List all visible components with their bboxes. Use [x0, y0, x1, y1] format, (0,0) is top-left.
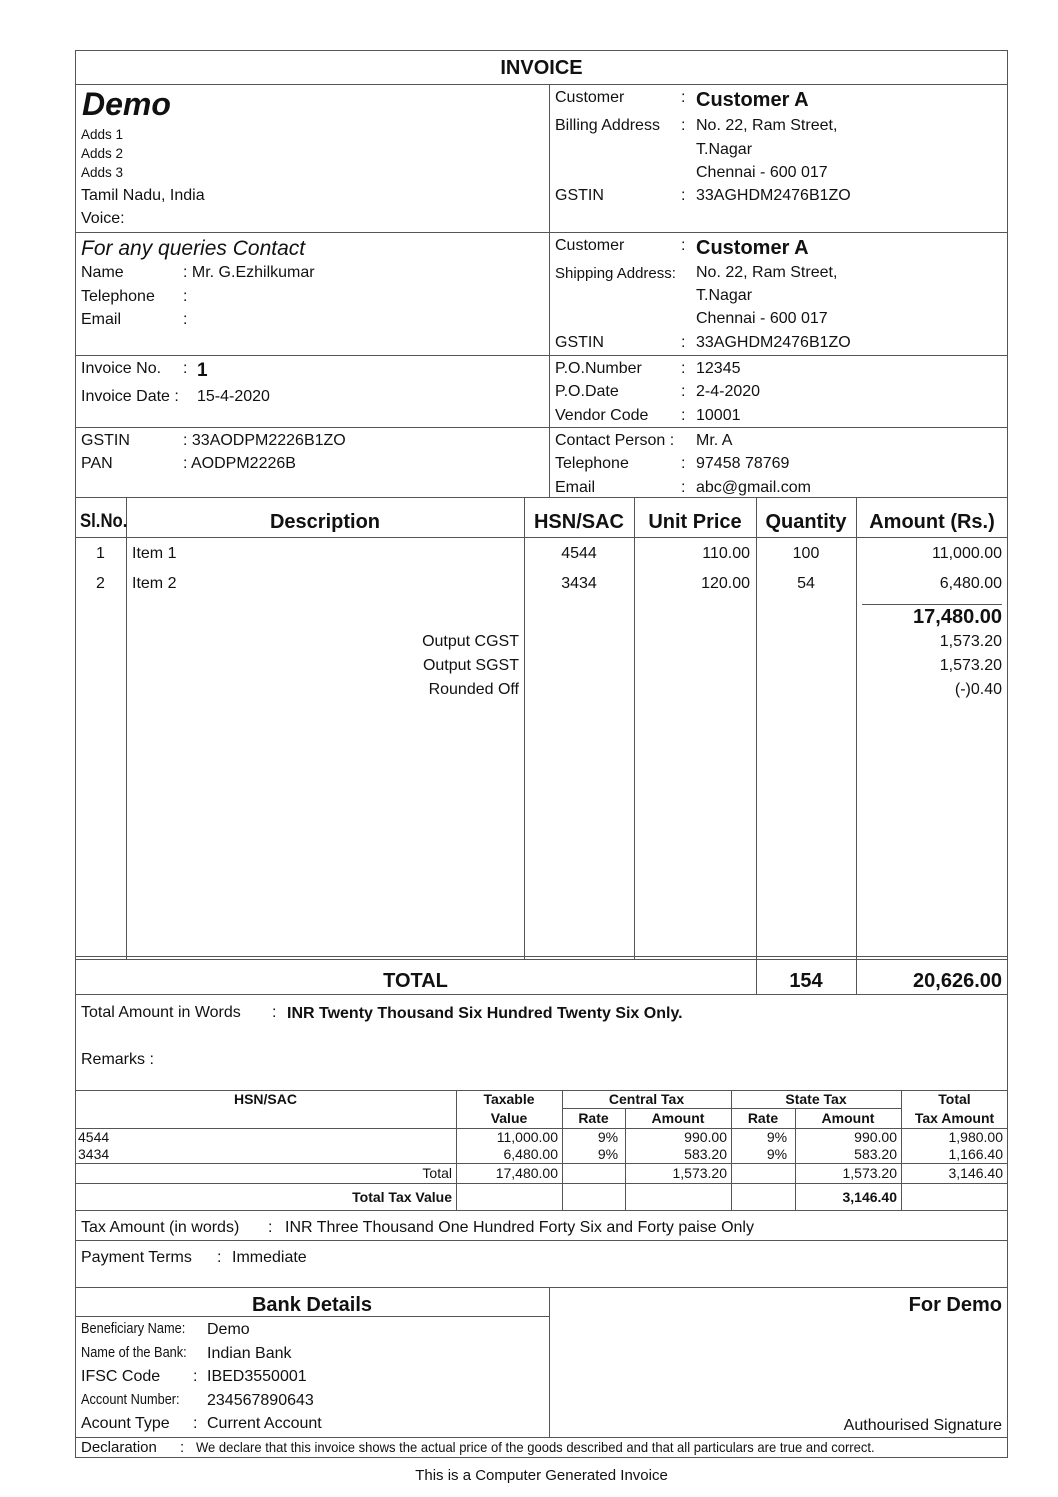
- tax-header-total-1: Total: [938, 1091, 971, 1107]
- header-amount: Amount (Rs.): [869, 511, 995, 533]
- seller-pan-label: PAN: [81, 455, 113, 472]
- tax-total-label: Total: [422, 1165, 452, 1181]
- billing-colon: :: [681, 89, 686, 106]
- shipping-customer-name: Customer A: [696, 237, 809, 259]
- beneficiary-label: Beneficiary Name:: [81, 1321, 186, 1337]
- item-1-hsn: 4544: [561, 545, 597, 562]
- tax-header-total-2: Tax Amount: [914, 1110, 995, 1126]
- amount-in-words-label: Total Amount in Words: [81, 1004, 241, 1021]
- seller-address-1: Adds 1: [81, 127, 124, 142]
- cgst-label: Output CGST: [422, 633, 519, 650]
- billing-address-line-1: No. 22, Ram Street,: [696, 117, 838, 134]
- item-2-hsn: 3434: [561, 575, 597, 592]
- tax-row-2-c-rate: 9%: [597, 1146, 619, 1162]
- total-amount: 20,626.00: [913, 970, 1002, 992]
- tax-total-total: 3,146.40: [948, 1165, 1003, 1181]
- beneficiary-value: Demo: [207, 1321, 250, 1338]
- invoice-date-value: 15-4-2020: [197, 388, 270, 405]
- shipping-address-label: Shipping Address:: [555, 265, 676, 282]
- seller-voice: Voice:: [81, 210, 125, 227]
- invoice-no-label: Invoice No.: [81, 360, 162, 377]
- billing-address-label: Billing Address: [555, 117, 660, 134]
- contact-person-label: Contact Person :: [555, 432, 675, 449]
- billing-address-line-2: T.Nagar: [696, 141, 753, 158]
- tax-row-1-total: 1,980.00: [948, 1129, 1003, 1145]
- item-2-amount: 6,480.00: [939, 575, 1002, 592]
- seller-gstin-value: : 33AODPM2226B1ZO: [183, 432, 346, 449]
- sgst-label: Output SGST: [422, 657, 519, 674]
- tax-header-central-amount: Amount: [651, 1110, 705, 1126]
- buyer-email-value: abc@gmail.com: [696, 479, 811, 496]
- shipping-colon-2: :: [681, 334, 686, 351]
- item-1-amount: 11,000.00: [932, 545, 1002, 562]
- tax-row-1-s-rate: 9%: [766, 1129, 788, 1145]
- tax-header-central: Central Tax: [608, 1091, 685, 1107]
- tax-header-state-amount: Amount: [821, 1110, 875, 1126]
- subtotal-amount: 17,480.00: [913, 606, 1002, 628]
- item-1-sl: 1: [96, 545, 105, 562]
- billing-gstin-value: 33AGHDM2476B1ZO: [696, 187, 851, 204]
- total-label: TOTAL: [383, 970, 448, 992]
- buyer-telephone-label: Telephone: [555, 455, 629, 472]
- billing-gstin-label: GSTIN: [555, 187, 604, 204]
- invoice-frame: [75, 50, 1008, 1458]
- contact-person-value: Mr. A: [696, 432, 733, 449]
- footer-note: This is a Computer Generated Invoice: [415, 1467, 668, 1484]
- sgst-amount: 1,573.20: [939, 657, 1002, 674]
- item-2-sl: 2: [96, 575, 105, 592]
- buyer-email-label: Email: [555, 479, 596, 496]
- tax-row-2-c-amount: 583.20: [684, 1146, 727, 1162]
- account-type-label: Acount Type: [81, 1415, 170, 1432]
- shipping-address-line-3: Chennai - 600 017: [696, 310, 828, 327]
- rounded-off-label: Rounded Off: [428, 681, 519, 698]
- item-1-unit-price: 110.00: [702, 545, 750, 562]
- payment-terms-label: Payment Terms: [81, 1249, 192, 1266]
- tax-total-c-amount: 1,573.20: [672, 1165, 727, 1181]
- contact-heading: For any queries Contact: [81, 237, 306, 260]
- tax-header-hsn: HSN/SAC: [233, 1091, 297, 1107]
- invoice-title: INVOICE: [500, 57, 583, 79]
- cgst-amount: 1,573.20: [939, 633, 1002, 650]
- tax-header-state: State Tax: [785, 1091, 847, 1107]
- seller-address-3: Adds 3: [81, 165, 124, 180]
- declaration-label: Declaration: [81, 1439, 157, 1456]
- billing-customer-label: Customer: [555, 89, 625, 106]
- header-slno: Sl.No.: [80, 511, 128, 532]
- item-2-unit-price: 120.00: [701, 575, 750, 592]
- item-2-quantity: 54: [797, 575, 815, 592]
- billing-colon-2: :: [681, 117, 686, 134]
- po-number-value: 12345: [696, 360, 741, 377]
- remarks-label: Remarks :: [81, 1051, 154, 1068]
- po-number-label: P.O.Number: [555, 360, 642, 377]
- tax-header-taxable-2: Value: [490, 1110, 528, 1126]
- ifsc-value: IBED3550001: [207, 1368, 307, 1385]
- item-1-description: Item 1: [132, 545, 177, 562]
- shipping-customer-label: Customer: [555, 237, 625, 254]
- header-hsn: HSN/SAC: [533, 511, 624, 533]
- shipping-address-line-1: No. 22, Ram Street,: [696, 264, 838, 281]
- rounded-off-amount: (-)0.40: [954, 681, 1002, 698]
- tax-row-1-c-rate: 9%: [597, 1129, 619, 1145]
- invoice-no-value: 1: [197, 360, 208, 381]
- vendor-code-label: Vendor Code: [555, 407, 649, 424]
- seller-name: Demo: [82, 86, 171, 122]
- contact-name-value: : Mr. G.Ezhilkumar: [183, 264, 315, 281]
- contact-email-value: :: [183, 311, 188, 328]
- contact-telephone-value: :: [183, 288, 188, 305]
- tax-header-taxable-1: Taxable: [483, 1091, 535, 1107]
- tax-in-words-value: INR Three Thousand One Hundred Forty Six and Forty paise Only: [285, 1219, 754, 1236]
- payment-terms-value: Immediate: [232, 1249, 307, 1266]
- billing-address-line-3: Chennai - 600 017: [696, 164, 828, 181]
- tax-in-words-label: Tax Amount (in words): [81, 1219, 240, 1236]
- tax-row-1-s-amount: 990.00: [854, 1129, 897, 1145]
- tax-row-2-hsn: 3434: [78, 1146, 110, 1162]
- account-number-label: Account Number:: [81, 1392, 180, 1408]
- vendor-code-value: 10001: [696, 407, 741, 424]
- tax-total-taxable: 17,480.00: [495, 1165, 558, 1181]
- total-quantity: 154: [789, 970, 823, 992]
- authorised-signature: Authourised Signature: [843, 1417, 1002, 1434]
- item-2-description: Item 2: [132, 575, 177, 592]
- contact-telephone-label: Telephone: [81, 288, 155, 305]
- tax-row-1-c-amount: 990.00: [684, 1129, 727, 1145]
- seller-address-2: Adds 2: [81, 146, 124, 161]
- item-1-quantity: 100: [792, 545, 820, 562]
- shipping-gstin-value: 33AGHDM2476B1ZO: [696, 334, 851, 351]
- tax-row-1-taxable: 11,000.00: [496, 1129, 558, 1145]
- billing-customer-name: Customer A: [696, 89, 809, 111]
- seller-gstin-label: GSTIN: [81, 432, 130, 449]
- invoice-date-label: Invoice Date :: [81, 388, 179, 405]
- tax-row-2-s-rate: 9%: [766, 1146, 788, 1162]
- total-tax-value-label: Total Tax Value: [352, 1189, 452, 1205]
- header-quantity: Quantity: [765, 511, 847, 533]
- account-number-value: 234567890643: [207, 1392, 314, 1409]
- shipping-gstin-label: GSTIN: [555, 334, 604, 351]
- seller-state: Tamil Nadu, India: [81, 187, 205, 204]
- for-company: For Demo: [908, 1294, 1002, 1316]
- shipping-address-line-2: T.Nagar: [696, 287, 753, 304]
- contact-email-label: Email: [81, 311, 122, 328]
- tax-header-central-rate: Rate: [578, 1110, 609, 1126]
- bank-heading: Bank Details: [251, 1294, 373, 1316]
- tax-header-state-rate: Rate: [747, 1110, 779, 1126]
- tax-total-s-amount: 1,573.20: [842, 1165, 897, 1181]
- ifsc-label: IFSC Code: [81, 1368, 161, 1385]
- header-unit-price: Unit Price: [648, 511, 742, 533]
- account-type-value: Current Account: [207, 1415, 322, 1432]
- bank-name-value: Indian Bank: [207, 1345, 292, 1362]
- tax-row-2-taxable: 6,480.00: [503, 1146, 558, 1162]
- amount-in-words-value: INR Twenty Thousand Six Hundred Twenty Six Only.: [287, 1005, 683, 1022]
- tax-row-2-total: 1,166.40: [948, 1146, 1003, 1162]
- tax-row-2-s-amount: 583.20: [854, 1146, 897, 1162]
- declaration-text: We declare that this invoice shows the actual price of the goods described and that all particulars are true and correct.: [196, 1439, 875, 1455]
- seller-pan-value: : AODPM2226B: [183, 455, 296, 472]
- bank-name-label: Name of the Bank:: [81, 1345, 187, 1361]
- tax-row-1-hsn: 4544: [78, 1129, 110, 1145]
- buyer-telephone-value: 97458 78769: [696, 455, 790, 472]
- po-date-value: 2-4-2020: [696, 383, 761, 400]
- billing-colon-3: :: [681, 187, 686, 204]
- po-date-label: P.O.Date: [555, 383, 619, 400]
- header-description: Description: [269, 511, 381, 533]
- total-tax-value: 3,146.40: [842, 1189, 897, 1205]
- contact-name-label: Name: [81, 264, 124, 281]
- shipping-colon: :: [681, 237, 686, 254]
